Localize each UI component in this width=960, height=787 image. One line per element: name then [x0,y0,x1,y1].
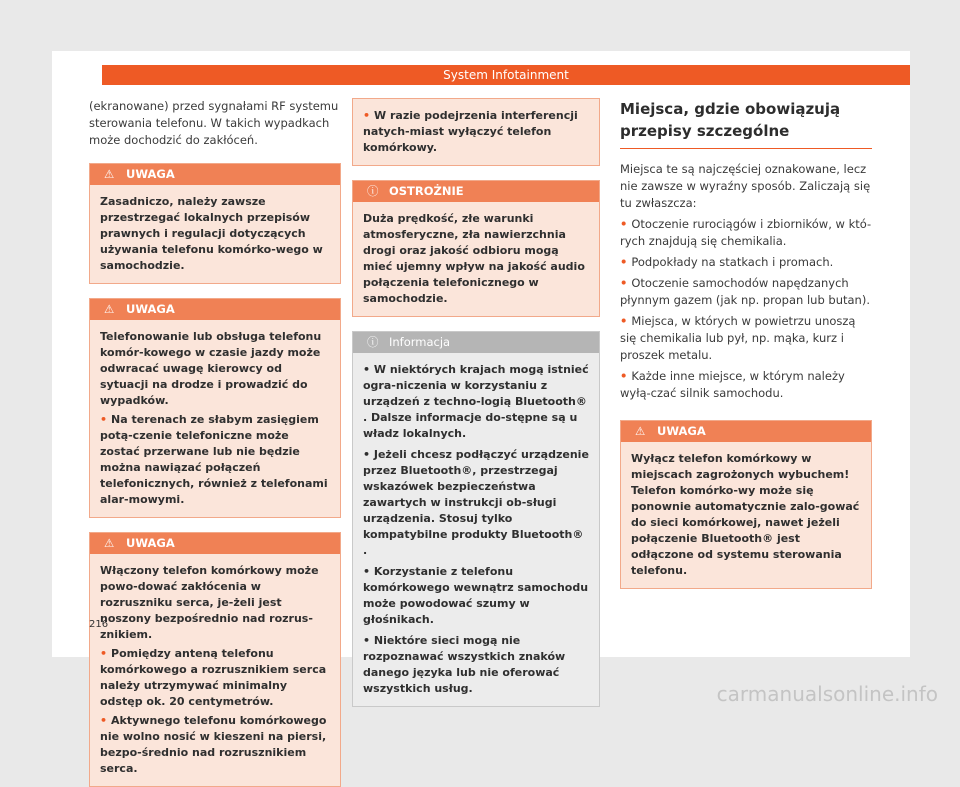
chapter-header [102,65,910,85]
warning-continuation-box [352,98,600,166]
list-item-text: Podpokłady na statkach i promach. [631,255,834,269]
info-bullet [363,564,589,628]
bullet-icon: • [620,314,628,328]
caution-header [353,181,599,202]
warning-title: UWAGA [126,302,175,316]
warning-text: Telefonowanie lub obsługa telefonu komór-kowego w czasie jazdy może odwracać uwagę kierowcy od sytuacji na drodze i prowadzić do wypadków. [100,330,322,407]
caution-box [352,180,600,317]
bullet-icon: • [620,369,628,383]
warning-header [90,299,340,320]
caution-circle-icon: ⓘ [367,184,379,198]
warning-title: UWAGA [126,167,175,181]
warning-text: Zasadniczo, należy zawsze przestrzegać lokalnych przepisów prawnych i regulacji dotyczących używania telefonu komórko-wego w samochodzie. [100,195,323,272]
warning-triangle-icon: ⚠ [635,424,646,438]
list-item-text: Otoczenie samochodów napędzanych płynnym gazem (jak np. propan lub butan). [620,276,870,307]
warning-body [90,185,340,283]
info-bullet [363,362,589,442]
list-item-text: Otoczenie rurociągów i zbiorników, w któ-rych znajdują się chemikalia. [620,217,872,248]
warning-box-1 [89,163,341,284]
column-left [89,98,341,787]
bullet-icon: • [100,647,108,660]
warning-triangle-icon: ⚠ [104,536,115,550]
column-right [620,98,872,589]
warning-title: UWAGA [126,536,175,550]
section-intro: Miejsca te są najczęściej oznakowane, lecz nie zawsze w wyraźny sposób. Zaliczają się tu zwłaszcza: [620,162,871,210]
page-number: 216 [89,619,109,630]
bullet-text: Korzystanie z telefonu komórkowego wewnątrz samochodu może powodować szumy w głośnikach. [363,565,589,626]
bullet-text: Jeżeli chcesz podłączyć urządzenie przez Bluetooth®, przestrzegaj wskazówek bezpieczeństwa zawartych w instrukcji ob-sługi urządzenia. Stosuj tylko kompatybilne produkty Bluetooth® . [363,448,589,557]
warning-header [621,421,871,442]
warning-box-3 [89,532,341,787]
list-item [620,216,872,250]
info-bullet [363,447,589,559]
caution-text: Duża prędkość, złe warunki atmosferyczne, zła nawierzchnia drogi oraz jakość odbioru mogą mieć ujemny wpływ na jakość audio połączenia telefonicznego w samochodzie. [363,212,585,305]
list-item [620,275,872,309]
warning-text: Włączony telefon komórkowy może powo-dować zakłócenia w rozruszniku serca, je-żeli jest noszony bezpośrednio nad rozrus-znikiem. [100,564,319,641]
bullet-text: Niektóre sieci mogą nie rozpoznawać wszystkich znaków danego języka lub nie oferować wszystkich usług. [363,634,566,695]
bullet-icon: • [620,276,628,290]
warning-header [90,533,340,554]
warning-bullet [100,713,330,777]
caution-title: OSTROŻNIE [389,184,464,198]
warning-triangle-icon: ⚠ [104,167,115,181]
warning-title: UWAGA [657,424,706,438]
bullet-icon: • [363,565,374,578]
info-header [353,332,599,353]
list-item [620,254,872,271]
caution-body [353,202,599,316]
bullet-icon: • [620,255,628,269]
bullet-icon: • [363,634,374,647]
warning-triangle-icon: ⚠ [104,302,115,316]
warning-header [90,164,340,185]
section-title: Miejsca, gdzie obowiązują przepisy szczególne [620,98,872,149]
warning-text: Wyłącz telefon komórkowy w miejscach zagrożonych wybuchem! Telefon komórko-wy może się ponownie automatycznie zalo-gować do sieci komórkowej, nawet jeżeli połączenie Bluetooth® jest odłączone od systemu sterowania telefonu. [631,452,860,577]
bullet-text: W niektórych krajach mogą istnieć ogra-niczenia w korzystaniu z urządzeń z techno-logią Bluetooth® . Dalsze informacje do-stępne są u władz lokalnych. [363,363,589,440]
bullet-text: Na terenach ze słabym zasięgiem potą-czenie telefoniczne może zostać przerwane lub nie będzie można nawiązać połączeń telefonicznych, również z telefonami alar-mowymi. [100,413,328,506]
warning-box-4 [620,420,872,589]
column-middle [352,98,600,707]
bullet-icon: • [363,363,374,376]
warning-bullet [363,108,589,156]
warning-body [90,320,340,517]
warning-body [90,554,340,786]
list-item [620,368,872,402]
warning-bullet [100,412,330,508]
chapter-title: System Infotainment [443,68,569,82]
list-item-text: Każde inne miejsce, w którym należy wyłą-czać silnik samochodu. [620,369,845,400]
warning-body [621,442,871,588]
info-square-icon: ⓘ [367,335,379,349]
info-box [352,331,600,707]
bullet-icon: • [363,109,371,122]
list-item-text: Miejsca, w których w powietrzu unoszą się chemikalia lub pył, np. mąka, kurz i proszek metalu. [620,314,856,362]
bullet-icon: • [100,413,108,426]
info-body [353,353,599,706]
info-title: Informacja [389,335,451,349]
bullet-icon: • [363,448,374,461]
bullet-text: Aktywnego telefonu komórkowego nie wolno nosić w kieszeni na piersi, bezpo-średnio nad rozrusznikiem serca. [100,714,327,775]
bullet-text: W razie podejrzenia interferencji natych-miast wyłączyć telefon komórkowy. [363,109,578,154]
warning-body [353,99,599,165]
bullet-text: Pomiędzy anteną telefonu komórkowego a rozrusznikiem serca należy utrzymywać minimalny odstęp ok. 20 centymetrów. [100,647,327,708]
info-bullet [363,633,589,697]
warning-bullet [100,646,330,710]
warning-box-2 [89,298,341,518]
bullet-icon: • [100,714,108,727]
bullet-icon: • [620,217,628,231]
watermark: carmanualsonline.info [716,682,938,706]
list-item [620,313,872,364]
intro-paragraph: (ekranowane) przed sygnałami RF systemu sterowania telefonu. W takich wypadkach może dochodzić do zakłóceń. [89,99,339,147]
